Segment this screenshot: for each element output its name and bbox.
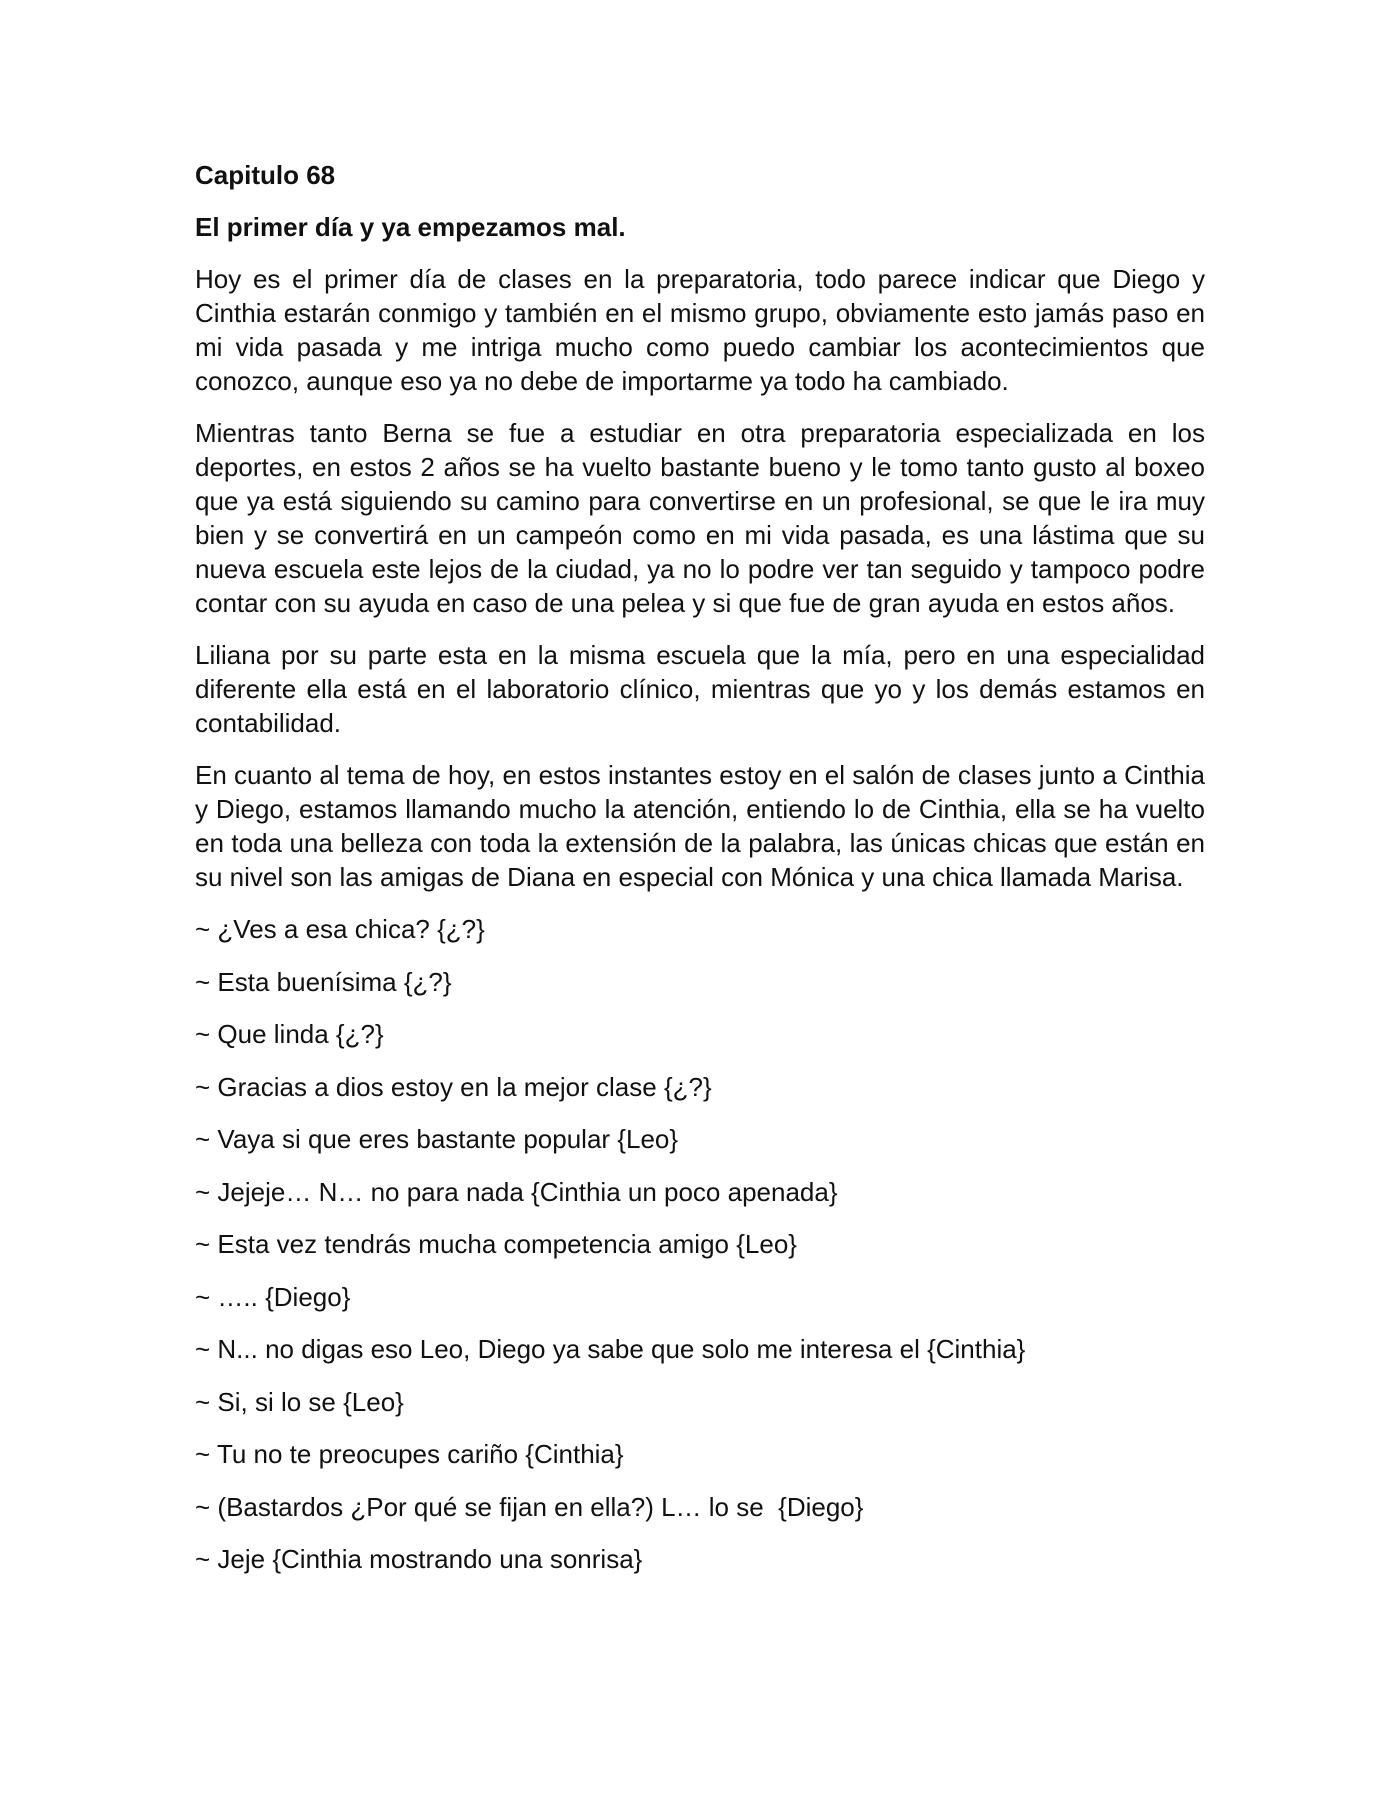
paragraph: En cuanto al tema de hoy, en estos instantes estoy en el salón de clases junto a Cinthia y Diego, estamos llamando mucho la atención, entiendo lo de Cinthia, ella se ha vuelto en toda una belleza con toda la extensión de la palabra, las únicas chicas que están en su nivel son las amigas de Diana en especial con Mónica y una chica llamada Marisa. <box>195 760 1205 892</box>
dialogue-line: ~ Esta buenísima {¿?} <box>195 966 452 997</box>
dialogue-line: ~ Si, si lo se {Leo} <box>195 1386 404 1417</box>
dialogue-line: ~ N... no digas eso Leo, Diego ya sabe que solo me interesa el {Cinthia} <box>195 1334 1026 1364</box>
dialogue-line: ~ ….. {Diego} <box>195 1281 351 1312</box>
paragraph: Mientras tanto Berna se fue a estudiar en otra preparatoria especializada en los deportes, en estos 2 años se ha vuelto bastante bueno y le tomo tanto gusto al boxeo que ya está siguiendo su camino para convertirse en un profesional, se que le ira muy bien y se convertirá en un campeón como en mi vida pasada, es una lástima que su nueva escuela este lejos de la ciudad, ya no lo podre ver tan seguido y tampoco podre contar con su ayuda en caso de una pelea y si que fue de gran ayuda en estos años. <box>195 418 1205 618</box>
paragraph: Liliana por su parte esta en la misma escuela que la mía, pero en una especialidad diferente ella está en el laboratorio clínico, mientras que yo y los demás estamos en contabilidad. <box>195 640 1205 738</box>
page-content <box>195 158 1205 1595</box>
dialogue-line: ~ ¿Ves a esa chica? {¿?} <box>195 914 485 944</box>
dialogue-list <box>195 912 1205 1576</box>
dialogue-line: ~ Esta vez tendrás mucha competencia amigo {Leo} <box>195 1229 797 1259</box>
dialogue-line: ~ Tu no te preocupes cariño {Cinthia} <box>195 1439 624 1469</box>
dialogue-line: ~ Jejeje… N… no para nada {Cinthia un poco apenada} <box>195 1176 838 1207</box>
dialogue-line: ~ Gracias a dios estoy en la mejor clase {¿?} <box>195 1071 712 1102</box>
chapter-number: Capitulo 68 <box>195 160 336 190</box>
paragraph: Hoy es el primer día de clases en la preparatoria, todo parece indicar que Diego y Cinthia estarán conmigo y también en el mismo grupo, obviamente esto jamás paso en mi vida pasada y me intriga mucho como puedo cambiar los acontecimientos que conozco, aunque eso ya no debe de importarme ya todo ha cambiado. <box>195 264 1205 396</box>
chapter-title: El primer día y ya empezamos mal. <box>195 212 626 242</box>
dialogue-line: ~ Jeje {Cinthia mostrando una sonrisa} <box>195 1544 643 1574</box>
dialogue-line: ~ (Bastardos ¿Por qué se fijan en ella?) L… lo se {Diego} <box>195 1491 864 1522</box>
dialogue-line: ~ Vaya si que eres bastante popular {Leo} <box>195 1124 679 1154</box>
dialogue-line: ~ Que linda {¿?} <box>195 1019 384 1049</box>
